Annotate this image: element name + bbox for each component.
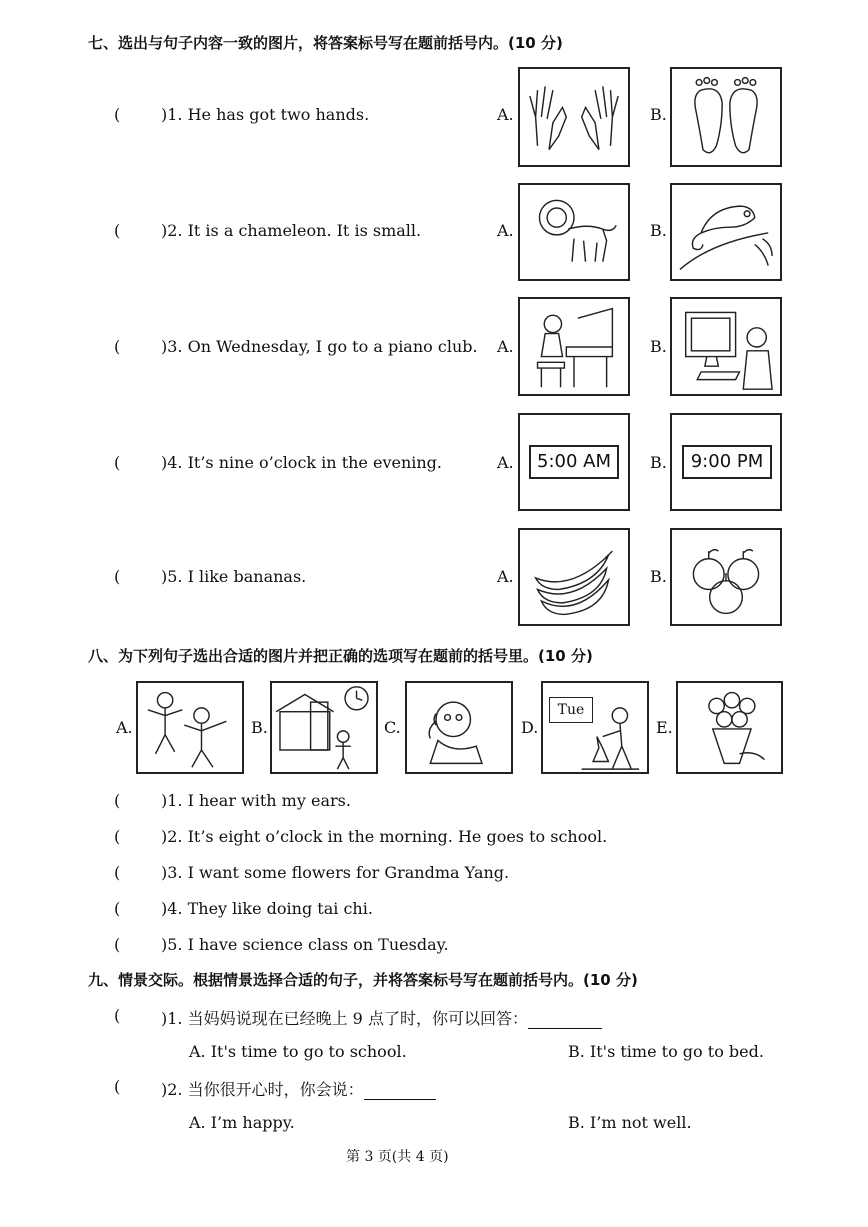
answer-paren[interactable]: ( xyxy=(114,1006,121,1025)
question-text: )2. It’s eight o’clock in the morning. He goes to school. xyxy=(161,827,608,846)
answer-paren[interactable]: ( xyxy=(114,221,121,240)
question-text xyxy=(161,1006,602,1029)
question-text: )4. They like doing tai chi. xyxy=(161,899,373,918)
apples-icon xyxy=(672,530,780,624)
option-label: B. xyxy=(251,718,268,737)
bananas-image[interactable] xyxy=(518,528,630,626)
option-a-text: A. It's time to go to school. xyxy=(189,1042,407,1061)
answer-paren[interactable]: ( xyxy=(114,567,121,586)
answer-paren[interactable]: ( xyxy=(114,105,121,124)
answer-paren[interactable]: ( xyxy=(114,935,121,954)
piano-image[interactable] xyxy=(518,297,630,396)
option-label: A. xyxy=(497,453,514,472)
option-label: A. xyxy=(497,337,514,356)
tai-chi-icon xyxy=(138,683,242,772)
computer-image[interactable] xyxy=(670,297,782,396)
option-label: E. xyxy=(656,718,673,737)
ear-image[interactable] xyxy=(405,681,513,774)
tai-chi-image[interactable] xyxy=(136,681,244,774)
section-7-heading: 七、选出与句子内容一致的图片，将答案标号写在题前括号内。(10 分) xyxy=(88,34,563,52)
piano-icon xyxy=(520,299,628,394)
hands-icon xyxy=(520,69,628,165)
computer-icon xyxy=(672,299,780,394)
question-prompt: )2. 当你很开心时，你会说： xyxy=(161,1080,364,1099)
option-label: A. xyxy=(116,718,133,737)
question-text: )1. He has got two hands. xyxy=(161,105,370,124)
option-label: D. xyxy=(521,718,539,737)
school-clock-image[interactable] xyxy=(270,681,378,774)
option-label: B. xyxy=(650,105,667,124)
page-number: 第 3 页(共 4 页) xyxy=(346,1149,449,1165)
chameleon-icon xyxy=(672,185,780,279)
option-label: B. xyxy=(650,337,667,356)
option-label: B. xyxy=(650,567,667,586)
flowers-image[interactable] xyxy=(676,681,783,774)
question-text: )1. I hear with my ears. xyxy=(161,791,351,810)
answer-paren[interactable]: ( xyxy=(114,453,121,472)
question-text: )2. It is a chameleon. It is small. xyxy=(161,221,422,240)
time-display: 9:00 PM xyxy=(682,445,772,479)
answer-paren[interactable]: ( xyxy=(114,827,121,846)
question-text: )3. On Wednesday, I go to a piano club. xyxy=(161,337,478,356)
answer-paren[interactable]: ( xyxy=(114,791,121,810)
question-text: )4. It’s nine o’clock in the evening. xyxy=(161,453,443,472)
feet-image[interactable] xyxy=(670,67,782,167)
clock-5am-image[interactable] xyxy=(518,413,630,511)
question-text: )3. I want some flowers for Grandma Yang. xyxy=(161,863,510,882)
answer-blank[interactable] xyxy=(364,1080,436,1100)
option-label: B. xyxy=(650,221,667,240)
question-text xyxy=(161,1077,436,1100)
time-display: 5:00 AM xyxy=(529,445,619,479)
option-label: C. xyxy=(384,718,401,737)
answer-paren[interactable]: ( xyxy=(114,337,121,356)
apples-image[interactable] xyxy=(670,528,782,626)
answer-paren[interactable]: ( xyxy=(114,863,121,882)
question-text: )5. I have science class on Tuesday. xyxy=(161,935,449,954)
answer-paren[interactable]: ( xyxy=(114,899,121,918)
science-image[interactable] xyxy=(541,681,649,774)
option-b-text: B. It's time to go to bed. xyxy=(568,1042,764,1061)
option-a-text: A. I’m happy. xyxy=(189,1113,295,1132)
hands-image[interactable] xyxy=(518,67,630,167)
option-label: B. xyxy=(650,453,667,472)
flowers-icon xyxy=(678,683,781,772)
question-prompt: )1. 当妈妈说现在已经晚上 9 点了时，你可以回答： xyxy=(161,1009,528,1028)
clock-9pm-image[interactable] xyxy=(670,413,782,511)
calendar-tue: Tue xyxy=(549,697,593,723)
answer-blank[interactable] xyxy=(528,1009,602,1029)
school-clock-icon xyxy=(272,683,376,772)
option-label: A. xyxy=(497,105,514,124)
chameleon-image[interactable] xyxy=(670,183,782,281)
bananas-icon xyxy=(520,530,628,624)
section-8-heading: 八、为下列句子选出合适的图片并把正确的选项写在题前的括号里。(10 分) xyxy=(88,647,593,665)
ear-icon xyxy=(407,683,511,772)
feet-icon xyxy=(672,69,780,165)
lion-image[interactable] xyxy=(518,183,630,281)
option-label: A. xyxy=(497,567,514,586)
option-b-text: B. I’m not well. xyxy=(568,1113,692,1132)
question-text: )5. I like bananas. xyxy=(161,567,307,586)
option-label: A. xyxy=(497,221,514,240)
section-9-heading: 九、情景交际。根据情景选择合适的句子，并将答案标号写在题前括号内。(10 分) xyxy=(88,971,638,989)
lion-icon xyxy=(520,185,628,279)
answer-paren[interactable]: ( xyxy=(114,1077,121,1096)
